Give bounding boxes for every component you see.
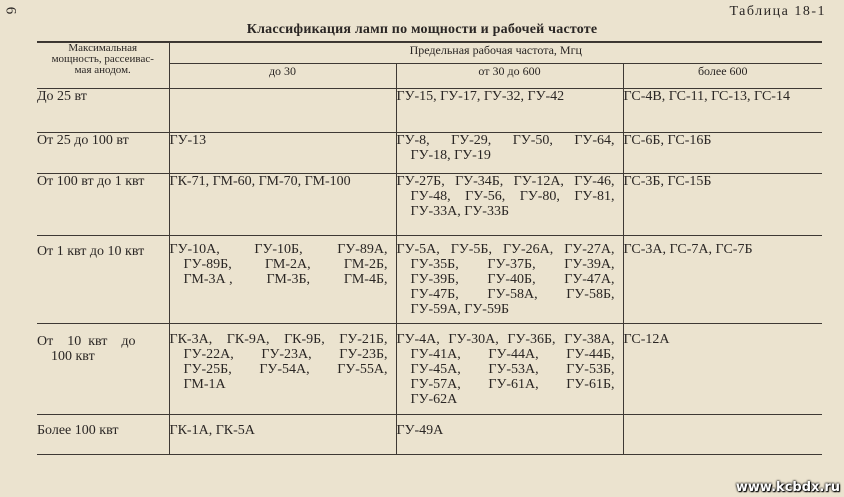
lamp-grid	[170, 272, 396, 287]
cell-high	[623, 415, 822, 455]
lamp-code: ГУ-55А,	[337, 362, 388, 377]
cell-high: ГС-3А, ГС-7А, ГС-7Б	[623, 236, 822, 324]
lamp-grid	[397, 347, 623, 362]
cell-high: ГС-4В, ГС-11, ГС-13, ГС-14	[623, 89, 822, 133]
cell-low	[169, 133, 396, 174]
row-label-line: От 10 квт до	[37, 334, 136, 349]
lamp-code: ГУ-45А,	[410, 362, 461, 377]
lamp-code: ГУ-10Б,	[254, 242, 303, 257]
lamp-list: ГУ-18, ГУ-19	[410, 148, 491, 163]
lamp-code: ГУ-58Б,	[566, 287, 615, 302]
lamp-code: ГК-9Б,	[284, 332, 325, 347]
lamp-code: ГУ-27А,	[564, 242, 615, 257]
header-col-low: до 30	[169, 64, 396, 89]
lamp-grid	[397, 287, 623, 302]
lamp-grid	[170, 347, 396, 362]
lamp-code: ГМ-4Б,	[343, 272, 388, 287]
lamp-code: ГУ-38А,	[564, 332, 615, 347]
lamp-code: ГУ-22А,	[183, 347, 234, 362]
row-label: До 25 вт	[37, 89, 169, 133]
lamp-list: ГК-1А, ГК-5А	[169, 423, 255, 438]
lamp-list: ГУ-62А	[410, 392, 458, 407]
lamp-code: ГУ-80,	[519, 189, 560, 204]
table-row	[37, 236, 822, 324]
page-number: 6	[2, 6, 19, 15]
lamp-code: ГУ-29,	[451, 133, 492, 148]
cell-low	[169, 324, 396, 415]
cell-high: ГС-6Б, ГС-16Б	[623, 133, 822, 174]
lamp-code: ГУ-64,	[574, 133, 615, 148]
lamp-code: ГУ-12А,	[513, 174, 564, 189]
lamp-grid	[170, 242, 396, 257]
lamp-list: ГК-71, ГМ-60, ГМ-70, ГМ-100	[169, 174, 351, 189]
lamp-code: ГУ-89А,	[337, 242, 388, 257]
lamp-code: ГУ-4А,	[396, 332, 440, 347]
cell-low	[169, 415, 396, 455]
lamp-grid	[397, 189, 623, 204]
lamp-grid	[397, 377, 623, 392]
lamp-code: ГУ-39Б,	[410, 272, 459, 287]
lamp-code: ГУ-57А,	[410, 377, 461, 392]
lamp-list: ГУ-49А	[396, 423, 444, 438]
lamp-classification-table	[37, 42, 822, 455]
table-row	[37, 133, 822, 174]
cell-high: ГС-12А	[623, 324, 822, 415]
cell-mid	[396, 415, 623, 455]
lamp-code: ГУ-25Б,	[183, 362, 232, 377]
lamp-grid	[170, 332, 396, 347]
lamp-code: ГУ-39А,	[564, 257, 615, 272]
table-caption: Классификация ламп по мощности и рабочей частоте	[246, 22, 598, 37]
cell-mid	[396, 133, 623, 174]
lamp-code: ГУ-61А,	[488, 377, 539, 392]
lamp-code: ГУ-27Б,	[396, 174, 445, 189]
lamp-grid	[397, 362, 623, 377]
lamp-grid	[397, 272, 623, 287]
lamp-code: ГУ-47А,	[564, 272, 615, 287]
lamp-code: ГМ-3А ,	[183, 272, 233, 287]
row-label	[37, 324, 169, 415]
watermark: www.kcbdx.ru	[735, 480, 840, 495]
lamp-code: ГУ-59А,	[410, 302, 461, 317]
table-row	[37, 415, 822, 455]
lamp-code: ГМ-3Б,	[266, 272, 311, 287]
lamp-code: ГУ-54А,	[259, 362, 310, 377]
table-row	[37, 324, 822, 415]
row-label: Более 100 квт	[37, 415, 169, 455]
lamp-code: ГУ-53Б,	[566, 362, 615, 377]
header-max-power	[37, 43, 169, 89]
table-row	[37, 174, 822, 236]
cell-mid	[396, 324, 623, 415]
cell-high: ГС-3Б, ГС-15Б	[623, 174, 822, 236]
lamp-code: ГМ-2Б,	[343, 257, 388, 272]
header-col-mid: от 30 до 600	[396, 64, 623, 89]
lamp-code: ГУ-44А,	[488, 347, 539, 362]
lamp-code: ГУ-40Б,	[487, 272, 536, 287]
lamp-grid	[397, 242, 623, 257]
lamp-code: ГУ-48,	[410, 189, 451, 204]
lamp-code: ГУ-5Б,	[450, 242, 492, 257]
lamp-code: ГУ-21Б,	[339, 332, 388, 347]
lamp-code: ГУ-56,	[465, 189, 506, 204]
cell-mid	[396, 89, 623, 133]
lamp-code: ГУ-44Б,	[566, 347, 615, 362]
header-col-high: более 600	[623, 64, 822, 89]
lamp-code: ГК-3А,	[169, 332, 213, 347]
row-label: От 25 до 100 вт	[37, 133, 169, 174]
lamp-grid	[397, 332, 623, 347]
lamp-code: ГУ-50,	[512, 133, 553, 148]
lamp-grid	[170, 257, 396, 272]
lamp-code: ГУ-23Б,	[339, 347, 388, 362]
header-freq-title: Предельная рабочая частота, Мгц	[169, 43, 822, 64]
lamp-list: ГУ-15, ГУ-17, ГУ-32, ГУ-42	[396, 89, 565, 104]
lamp-code: ГУ-47Б,	[410, 287, 459, 302]
row-label: От 1 квт до 10 квт	[37, 236, 169, 324]
lamp-code: ГУ-81,	[574, 189, 615, 204]
table-row	[37, 89, 822, 133]
lamp-code: ГУ-30А,	[448, 332, 499, 347]
lamp-code: ГК-9А,	[226, 332, 270, 347]
lamp-code: ГМ-2А,	[265, 257, 311, 272]
lamp-code: ГУ-53А,	[488, 362, 539, 377]
lamp-list	[397, 302, 623, 317]
lamp-code: ГУ-59Б	[464, 302, 509, 317]
lamp-code: ГУ-10А,	[169, 242, 220, 257]
cell-low	[169, 236, 396, 324]
lamp-list: ГМ-1А	[183, 377, 226, 392]
lamp-grid	[170, 362, 396, 377]
cell-low	[169, 174, 396, 236]
lamp-code: ГУ-23А,	[261, 347, 312, 362]
lamp-code: ГУ-46,	[574, 174, 615, 189]
lamp-code: ГУ-58А,	[487, 287, 538, 302]
header-power-line: мая анодом.	[74, 64, 131, 76]
lamp-code: ГУ-8,	[396, 133, 430, 148]
lamp-code: ГУ-26А,	[502, 242, 554, 257]
header-power-line: мощность, рассеивас-	[51, 53, 154, 65]
header-power-line: Максимальная	[68, 42, 138, 54]
lamp-grid	[397, 133, 623, 148]
row-label: От 100 вт до 1 квт	[37, 174, 169, 236]
lamp-list: ГУ-33А, ГУ-33Б	[410, 204, 509, 219]
lamp-code: ГУ-35Б,	[410, 257, 459, 272]
lamp-code: ГУ-37Б,	[487, 257, 536, 272]
lamp-grid	[397, 174, 623, 189]
lamp-code: ГУ-36Б,	[507, 332, 556, 347]
cell-low	[169, 89, 396, 133]
row-label-line: 100 квт	[51, 349, 95, 364]
cell-mid	[396, 236, 623, 324]
lamp-grid	[397, 257, 623, 272]
cell-mid	[396, 174, 623, 236]
lamp-code: ГУ-5А,	[396, 242, 440, 257]
lamp-code: ГУ-41А,	[410, 347, 461, 362]
lamp-list: ГУ-13	[169, 133, 207, 148]
lamp-code: ГУ-34Б,	[455, 174, 504, 189]
table-label: Таблица 18-1	[729, 4, 826, 19]
lamp-code: ГУ-89Б,	[183, 257, 232, 272]
lamp-code: ГУ-61Б,	[566, 377, 615, 392]
